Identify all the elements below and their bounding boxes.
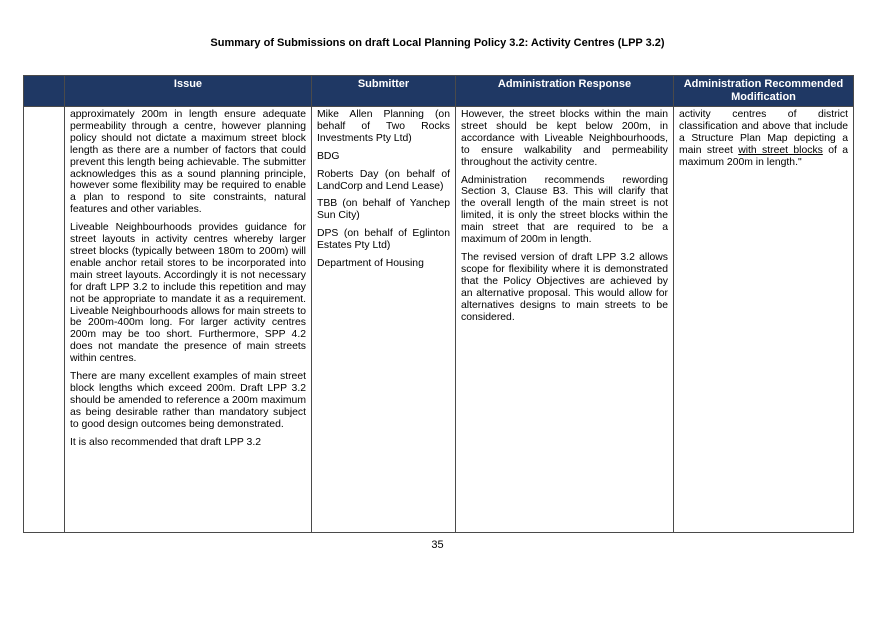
issue-paragraph: It is also recommended that draft LPP 3.2 bbox=[70, 436, 261, 448]
header-administration-response: Administration Response bbox=[456, 76, 674, 107]
modification-text bbox=[679, 109, 848, 169]
table-header-row bbox=[24, 76, 854, 107]
ref-cell bbox=[24, 107, 65, 533]
header-ref bbox=[24, 76, 65, 107]
submitter-entry: Mike Allen Planning (on behalf of Two Rocks Investments Pty Ltd) bbox=[317, 109, 450, 144]
submitter-cell bbox=[312, 107, 456, 533]
issue-cell bbox=[65, 107, 312, 533]
issue-paragraph: approximately 200m in length ensure adequate permeability through a centre, however planning policy should not dictate a maximum street block length as there are a number of factors that could prevent this length being achievable. The submitter acknowledges this as a sound planning principle, however some flexibility may be required to enable a plan to respond to site constraints, natural features and other variables. bbox=[70, 109, 306, 216]
header-submitter: Submitter bbox=[312, 76, 456, 107]
submitter-entry: DPS (on behalf of Eglinton Estates Pty Ltd) bbox=[317, 228, 450, 252]
modification-text-end: of a maximum 200m in length." bbox=[679, 144, 848, 168]
header-recommended-modification: Administration Recommended Modification bbox=[674, 76, 854, 107]
modification-underlined-text: with street blocks bbox=[738, 144, 823, 156]
header-issue: Issue bbox=[65, 76, 312, 107]
page-number: 35 bbox=[431, 539, 444, 551]
response-paragraph: Administration recommends rewording Section 3, Clause B3. This will clarify that the overall length of the main street is not limited, it is only the street blocks within the main street that are required to be a maximum of 200m in length. bbox=[461, 174, 668, 246]
response-cell bbox=[456, 107, 674, 533]
submitter-entry: BDG bbox=[317, 150, 340, 162]
response-paragraph: However, the street blocks within the main street should be kept below 200m, in accordance with Liveable Neighbourhoods, to ensure walkability and permeability throughout the activity centre. bbox=[461, 109, 668, 168]
page-title: Summary of Submissions on draft Local Planning Policy 3.2: Activity Centres (LPP 3.2) bbox=[210, 37, 665, 49]
submitter-entry: Department of Housing bbox=[317, 258, 424, 270]
submitter-entry: Roberts Day (on behalf of LandCorp and Lend Lease) bbox=[317, 168, 450, 192]
response-paragraph: The revised version of draft LPP 3.2 allows scope for flexibility where it is demonstrated that the Policy Objectives are achieved by an alternative proposal. This would allow for alternatives designs to main streets to be considered. bbox=[461, 251, 668, 323]
modification-cell bbox=[674, 107, 854, 533]
issue-paragraph: Liveable Neighbourhoods provides guidance for street layouts in activity centres whereby larger street blocks (typically between 180m to 200m) will enable anchor retail stores to be incorporated into main street layouts. Accordingly it is not necessary for draft LPP 3.2 to include this repetition and may not be appropriate to mandate it as a requirement. Liveable Neighbourhoods allows for main streets to be 200m-400m long. For larger activity centres 200m may be too short. Furthermore, SPP 4.2 does not mandate the presence of main streets within centres. bbox=[70, 222, 306, 365]
modification-text-start: activity centres of district classification and above that include a Structure Plan Map depicting a main street bbox=[679, 109, 848, 156]
issue-paragraph: There are many excellent examples of main street block lengths which exceed 200m. Draft LPP 3.2 should be amended to reference a 200m maximum as being desirable rather than mandatory subject to good design outcomes being demonstrated. bbox=[70, 371, 306, 430]
submitter-entry: TBB (on behalf of Yanchep Sun City) bbox=[317, 198, 450, 222]
table-row bbox=[24, 107, 854, 533]
submissions-table bbox=[23, 75, 854, 533]
